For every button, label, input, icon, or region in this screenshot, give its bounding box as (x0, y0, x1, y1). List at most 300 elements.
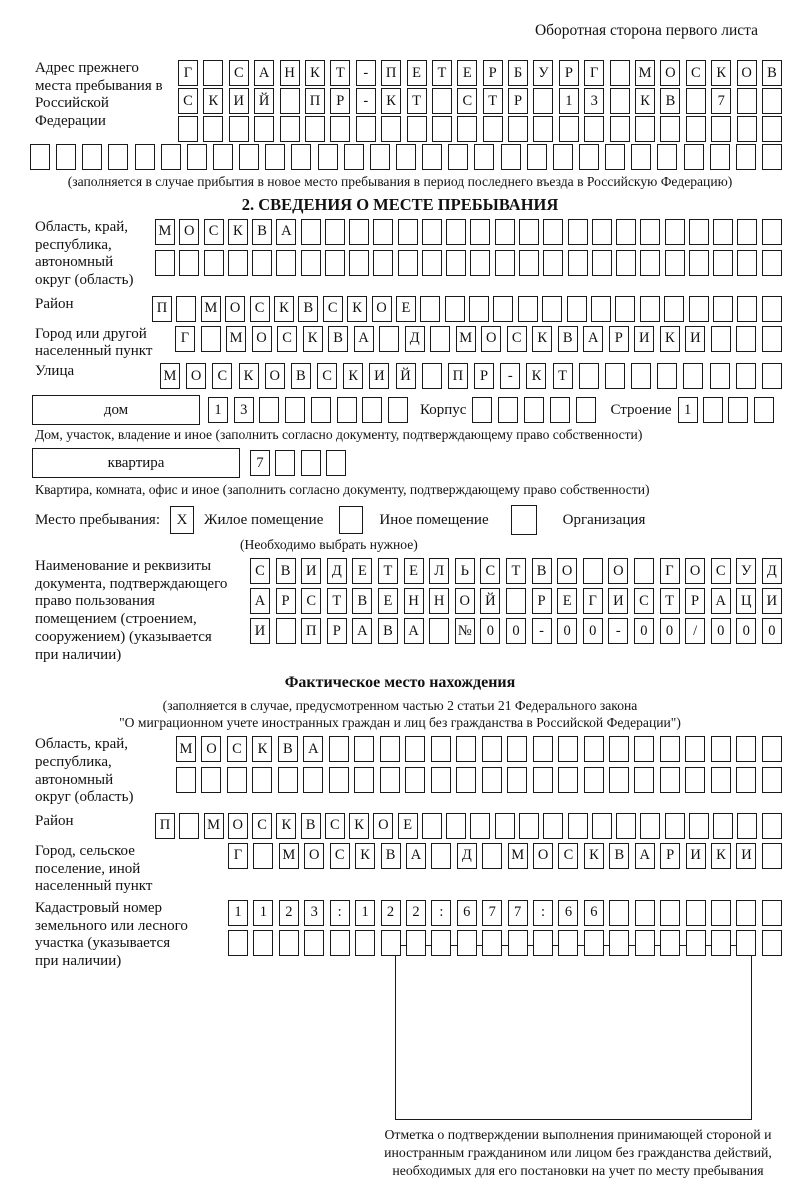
char-box[interactable]: В (328, 326, 348, 352)
char-box[interactable] (370, 144, 390, 170)
char-box[interactable] (689, 250, 709, 276)
char-box[interactable]: О (608, 558, 628, 584)
char-box[interactable] (330, 930, 350, 956)
char-box[interactable] (568, 219, 588, 245)
char-box[interactable]: М (176, 736, 196, 762)
char-box[interactable]: И (301, 558, 321, 584)
char-box[interactable]: Д (762, 558, 782, 584)
char-box[interactable]: К (532, 326, 552, 352)
char-box[interactable] (665, 250, 685, 276)
char-box[interactable] (689, 813, 709, 839)
char-box[interactable] (325, 219, 345, 245)
char-box[interactable] (354, 736, 374, 762)
char-box[interactable] (201, 326, 221, 352)
char-box[interactable] (736, 767, 756, 793)
char-box[interactable] (737, 813, 757, 839)
char-box[interactable]: Р (483, 60, 503, 86)
char-box[interactable]: В (532, 558, 552, 584)
char-box[interactable] (640, 219, 660, 245)
char-box[interactable] (584, 767, 604, 793)
char-box[interactable]: А (404, 618, 424, 644)
char-box[interactable] (762, 88, 782, 114)
char-box[interactable]: К (305, 60, 325, 86)
char-box[interactable] (176, 767, 196, 793)
char-box[interactable]: О (557, 558, 577, 584)
char-box[interactable] (527, 144, 547, 170)
char-box[interactable]: 7 (250, 450, 270, 476)
char-box[interactable]: К (343, 363, 363, 389)
char-box[interactable] (456, 736, 476, 762)
char-box[interactable] (380, 767, 400, 793)
char-box[interactable] (584, 930, 604, 956)
char-box[interactable]: М (201, 296, 221, 322)
char-box[interactable]: В (301, 813, 321, 839)
char-box[interactable]: Р (685, 588, 705, 614)
char-box[interactable]: Д (405, 326, 425, 352)
char-box[interactable]: В (252, 219, 272, 245)
char-box[interactable] (179, 250, 199, 276)
char-box[interactable] (482, 736, 502, 762)
char-box[interactable]: А (354, 326, 374, 352)
char-box[interactable]: У (533, 60, 553, 86)
char-box[interactable]: С (634, 588, 654, 614)
apartment-type-box[interactable]: квартира (32, 448, 240, 478)
char-box[interactable] (713, 250, 733, 276)
char-box[interactable]: С (212, 363, 232, 389)
char-box[interactable]: : (330, 900, 350, 926)
char-box[interactable] (381, 930, 401, 956)
char-box[interactable]: К (274, 296, 294, 322)
char-box[interactable]: Г (584, 60, 604, 86)
char-box[interactable] (108, 144, 128, 170)
char-box[interactable] (543, 813, 563, 839)
char-box[interactable]: Ь (455, 558, 475, 584)
char-box[interactable] (201, 767, 221, 793)
char-box[interactable] (762, 930, 782, 956)
char-box[interactable]: М (155, 219, 175, 245)
char-box[interactable]: В (660, 88, 680, 114)
char-box[interactable]: Т (506, 558, 526, 584)
char-box[interactable] (592, 813, 612, 839)
char-box[interactable]: К (355, 843, 375, 869)
char-box[interactable] (684, 144, 704, 170)
char-box[interactable]: Р (660, 843, 680, 869)
char-box[interactable]: С (457, 88, 477, 114)
char-box[interactable]: Л (429, 558, 449, 584)
char-box[interactable]: - (356, 60, 376, 86)
char-box[interactable]: А (254, 60, 274, 86)
char-box[interactable] (228, 250, 248, 276)
char-box[interactable] (762, 736, 782, 762)
char-box[interactable] (737, 88, 757, 114)
char-box[interactable] (665, 813, 685, 839)
char-box[interactable]: Н (404, 588, 424, 614)
char-box[interactable] (610, 88, 630, 114)
char-box[interactable] (362, 397, 382, 423)
char-box[interactable] (445, 296, 465, 322)
char-box[interactable]: О (660, 60, 680, 86)
char-box[interactable] (187, 144, 207, 170)
char-box[interactable] (398, 219, 418, 245)
char-box[interactable] (737, 296, 757, 322)
char-box[interactable] (483, 116, 503, 142)
char-box[interactable]: О (252, 326, 272, 352)
char-box[interactable]: И (634, 326, 654, 352)
char-box[interactable] (711, 930, 731, 956)
char-box[interactable] (326, 450, 346, 476)
char-box[interactable] (710, 363, 730, 389)
char-box[interactable]: Т (483, 88, 503, 114)
char-box[interactable] (259, 397, 279, 423)
char-box[interactable] (664, 296, 684, 322)
char-box[interactable]: О (228, 813, 248, 839)
char-box[interactable] (635, 116, 655, 142)
char-box[interactable] (430, 326, 450, 352)
char-box[interactable] (634, 736, 654, 762)
char-box[interactable]: Е (407, 60, 427, 86)
char-box[interactable]: С (325, 813, 345, 839)
char-box[interactable]: С (277, 326, 297, 352)
char-box[interactable]: 1 (355, 900, 375, 926)
char-box[interactable]: О (201, 736, 221, 762)
char-box[interactable]: К (203, 88, 223, 114)
char-box[interactable]: Б (508, 60, 528, 86)
char-box[interactable] (762, 767, 782, 793)
char-box[interactable]: 3 (304, 900, 324, 926)
char-box[interactable] (354, 767, 374, 793)
char-box[interactable] (616, 219, 636, 245)
char-box[interactable] (82, 144, 102, 170)
char-box[interactable]: - (356, 88, 376, 114)
char-box[interactable] (533, 930, 553, 956)
char-box[interactable] (686, 930, 706, 956)
char-box[interactable] (474, 144, 494, 170)
char-box[interactable] (737, 116, 757, 142)
char-box[interactable] (301, 250, 321, 276)
char-box[interactable] (610, 116, 630, 142)
char-box[interactable] (762, 144, 782, 170)
char-box[interactable] (422, 144, 442, 170)
char-box[interactable]: П (305, 88, 325, 114)
char-box[interactable]: № (455, 618, 475, 644)
char-box[interactable]: К (303, 326, 323, 352)
char-box[interactable]: О (265, 363, 285, 389)
char-box[interactable]: А (352, 618, 372, 644)
char-box[interactable] (640, 250, 660, 276)
char-box[interactable] (519, 813, 539, 839)
char-box[interactable]: М (204, 813, 224, 839)
char-box[interactable]: 0 (736, 618, 756, 644)
char-box[interactable] (470, 813, 490, 839)
char-box[interactable] (161, 144, 181, 170)
char-box[interactable] (311, 397, 331, 423)
char-box[interactable]: И (736, 843, 756, 869)
char-box[interactable] (470, 219, 490, 245)
organization-checkbox[interactable] (511, 505, 537, 535)
char-box[interactable]: У (736, 558, 756, 584)
char-box[interactable]: А (406, 843, 426, 869)
char-box[interactable]: Е (457, 60, 477, 86)
char-box[interactable]: В (378, 618, 398, 644)
char-box[interactable]: В (352, 588, 372, 614)
char-box[interactable] (373, 250, 393, 276)
char-box[interactable] (431, 843, 451, 869)
char-box[interactable] (179, 813, 199, 839)
char-box[interactable]: В (291, 363, 311, 389)
char-box[interactable] (703, 397, 723, 423)
char-box[interactable]: 1 (678, 397, 698, 423)
char-box[interactable] (508, 930, 528, 956)
char-box[interactable] (711, 900, 731, 926)
char-box[interactable]: К (660, 326, 680, 352)
char-box[interactable] (356, 116, 376, 142)
char-box[interactable]: С (711, 558, 731, 584)
char-box[interactable]: М (226, 326, 246, 352)
char-box[interactable]: - (500, 363, 520, 389)
char-box[interactable]: Р (276, 588, 296, 614)
char-box[interactable]: О (455, 588, 475, 614)
char-box[interactable] (213, 144, 233, 170)
char-box[interactable]: Н (429, 588, 449, 614)
char-box[interactable]: 0 (762, 618, 782, 644)
other-premises-checkbox[interactable] (339, 506, 363, 534)
char-box[interactable]: С (686, 60, 706, 86)
char-box[interactable] (279, 930, 299, 956)
char-box[interactable]: 3 (584, 88, 604, 114)
char-box[interactable] (252, 767, 272, 793)
char-box[interactable] (713, 296, 733, 322)
char-box[interactable]: 1 (208, 397, 228, 423)
char-box[interactable]: Т (327, 588, 347, 614)
char-box[interactable]: 6 (584, 900, 604, 926)
char-box[interactable] (227, 767, 247, 793)
char-box[interactable]: И (229, 88, 249, 114)
char-box[interactable]: 2 (279, 900, 299, 926)
char-box[interactable] (616, 250, 636, 276)
char-box[interactable]: М (508, 843, 528, 869)
char-box[interactable] (543, 219, 563, 245)
char-box[interactable]: М (160, 363, 180, 389)
char-box[interactable]: О (186, 363, 206, 389)
char-box[interactable] (56, 144, 76, 170)
char-box[interactable] (605, 363, 625, 389)
char-box[interactable] (398, 250, 418, 276)
char-box[interactable]: Е (378, 588, 398, 614)
char-box[interactable]: И (686, 843, 706, 869)
char-box[interactable] (762, 363, 782, 389)
char-box[interactable]: Р (330, 88, 350, 114)
char-box[interactable]: Е (352, 558, 372, 584)
char-box[interactable]: А (711, 588, 731, 614)
char-box[interactable] (507, 736, 527, 762)
char-box[interactable]: Р (508, 88, 528, 114)
char-box[interactable] (495, 219, 515, 245)
char-box[interactable] (689, 296, 709, 322)
char-box[interactable] (665, 219, 685, 245)
char-box[interactable] (631, 144, 651, 170)
char-box[interactable] (519, 219, 539, 245)
char-box[interactable] (204, 250, 224, 276)
char-box[interactable] (276, 250, 296, 276)
char-box[interactable] (239, 144, 259, 170)
char-box[interactable] (472, 397, 492, 423)
char-box[interactable]: 2 (406, 900, 426, 926)
char-box[interactable] (431, 736, 451, 762)
char-box[interactable] (583, 558, 603, 584)
char-box[interactable]: О (372, 296, 392, 322)
char-box[interactable] (407, 116, 427, 142)
char-box[interactable]: С (480, 558, 500, 584)
char-box[interactable] (448, 144, 468, 170)
char-box[interactable]: 0 (634, 618, 654, 644)
char-box[interactable]: 1 (228, 900, 248, 926)
char-box[interactable] (229, 116, 249, 142)
char-box[interactable]: К (276, 813, 296, 839)
char-box[interactable]: Е (404, 558, 424, 584)
char-box[interactable] (265, 144, 285, 170)
char-box[interactable]: Н (280, 60, 300, 86)
char-box[interactable] (493, 296, 513, 322)
char-box[interactable] (762, 296, 782, 322)
char-box[interactable] (711, 326, 731, 352)
char-box[interactable] (388, 397, 408, 423)
char-box[interactable] (301, 450, 321, 476)
char-box[interactable]: К (711, 843, 731, 869)
char-box[interactable] (253, 843, 273, 869)
char-box[interactable] (422, 219, 442, 245)
char-box[interactable] (559, 116, 579, 142)
char-box[interactable] (762, 326, 782, 352)
char-box[interactable]: О (481, 326, 501, 352)
char-box[interactable]: 3 (234, 397, 254, 423)
char-box[interactable] (446, 219, 466, 245)
char-box[interactable]: Й (254, 88, 274, 114)
char-box[interactable] (305, 116, 325, 142)
char-box[interactable] (736, 900, 756, 926)
char-box[interactable]: С (330, 843, 350, 869)
char-box[interactable]: 0 (506, 618, 526, 644)
char-box[interactable] (203, 116, 223, 142)
char-box[interactable] (711, 736, 731, 762)
char-box[interactable]: Т (330, 60, 350, 86)
char-box[interactable]: А (276, 219, 296, 245)
char-box[interactable] (605, 144, 625, 170)
char-box[interactable] (533, 88, 553, 114)
char-box[interactable] (482, 843, 502, 869)
char-box[interactable]: Р (327, 618, 347, 644)
char-box[interactable] (754, 397, 774, 423)
char-box[interactable] (422, 813, 442, 839)
char-box[interactable] (304, 930, 324, 956)
char-box[interactable]: К (526, 363, 546, 389)
char-box[interactable]: - (608, 618, 628, 644)
char-box[interactable]: Р (474, 363, 494, 389)
char-box[interactable] (584, 116, 604, 142)
char-box[interactable] (660, 116, 680, 142)
char-box[interactable]: А (250, 588, 270, 614)
char-box[interactable]: И (369, 363, 389, 389)
char-box[interactable] (495, 250, 515, 276)
char-box[interactable] (579, 363, 599, 389)
char-box[interactable] (203, 60, 223, 86)
char-box[interactable] (710, 144, 730, 170)
char-box[interactable]: А (583, 326, 603, 352)
char-box[interactable]: 7 (711, 88, 731, 114)
char-box[interactable] (713, 219, 733, 245)
char-box[interactable] (635, 930, 655, 956)
char-box[interactable] (495, 813, 515, 839)
char-box[interactable] (610, 60, 630, 86)
char-box[interactable] (553, 144, 573, 170)
char-box[interactable]: Й (480, 588, 500, 614)
char-box[interactable] (736, 326, 756, 352)
char-box[interactable] (301, 219, 321, 245)
char-box[interactable] (543, 250, 563, 276)
char-box[interactable] (686, 116, 706, 142)
char-box[interactable]: И (608, 588, 628, 614)
char-box[interactable]: 0 (480, 618, 500, 644)
char-box[interactable]: С (250, 296, 270, 322)
char-box[interactable]: Р (609, 326, 629, 352)
char-box[interactable] (405, 767, 425, 793)
char-box[interactable]: К (584, 843, 604, 869)
char-box[interactable]: А (635, 843, 655, 869)
char-box[interactable]: К (349, 813, 369, 839)
char-box[interactable] (579, 144, 599, 170)
char-box[interactable]: Д (327, 558, 347, 584)
char-box[interactable] (558, 767, 578, 793)
char-box[interactable] (275, 450, 295, 476)
char-box[interactable]: 6 (457, 900, 477, 926)
char-box[interactable] (634, 767, 654, 793)
char-box[interactable]: В (381, 843, 401, 869)
char-box[interactable] (683, 363, 703, 389)
char-box[interactable]: И (250, 618, 270, 644)
char-box[interactable] (155, 250, 175, 276)
char-box[interactable] (762, 900, 782, 926)
char-box[interactable]: 0 (711, 618, 731, 644)
char-box[interactable] (519, 250, 539, 276)
char-box[interactable]: - (532, 618, 552, 644)
char-box[interactable] (634, 558, 654, 584)
char-box[interactable]: О (225, 296, 245, 322)
char-box[interactable] (228, 930, 248, 956)
char-box[interactable]: П (448, 363, 468, 389)
char-box[interactable] (609, 900, 629, 926)
house-type-box[interactable]: дом (32, 395, 200, 425)
char-box[interactable] (736, 930, 756, 956)
char-box[interactable] (431, 930, 451, 956)
char-box[interactable] (713, 813, 733, 839)
char-box[interactable]: Е (396, 296, 416, 322)
char-box[interactable]: К (252, 736, 272, 762)
char-box[interactable]: 1 (253, 900, 273, 926)
char-box[interactable]: Т (407, 88, 427, 114)
char-box[interactable] (507, 767, 527, 793)
char-box[interactable]: С (317, 363, 337, 389)
char-box[interactable] (533, 767, 553, 793)
char-box[interactable] (533, 736, 553, 762)
char-box[interactable] (686, 900, 706, 926)
char-box[interactable]: О (685, 558, 705, 584)
char-box[interactable] (558, 736, 578, 762)
char-box[interactable]: Т (378, 558, 398, 584)
char-box[interactable]: В (558, 326, 578, 352)
char-box[interactable] (501, 144, 521, 170)
char-box[interactable] (584, 736, 604, 762)
char-box[interactable]: О (304, 843, 324, 869)
char-box[interactable]: 1 (559, 88, 579, 114)
